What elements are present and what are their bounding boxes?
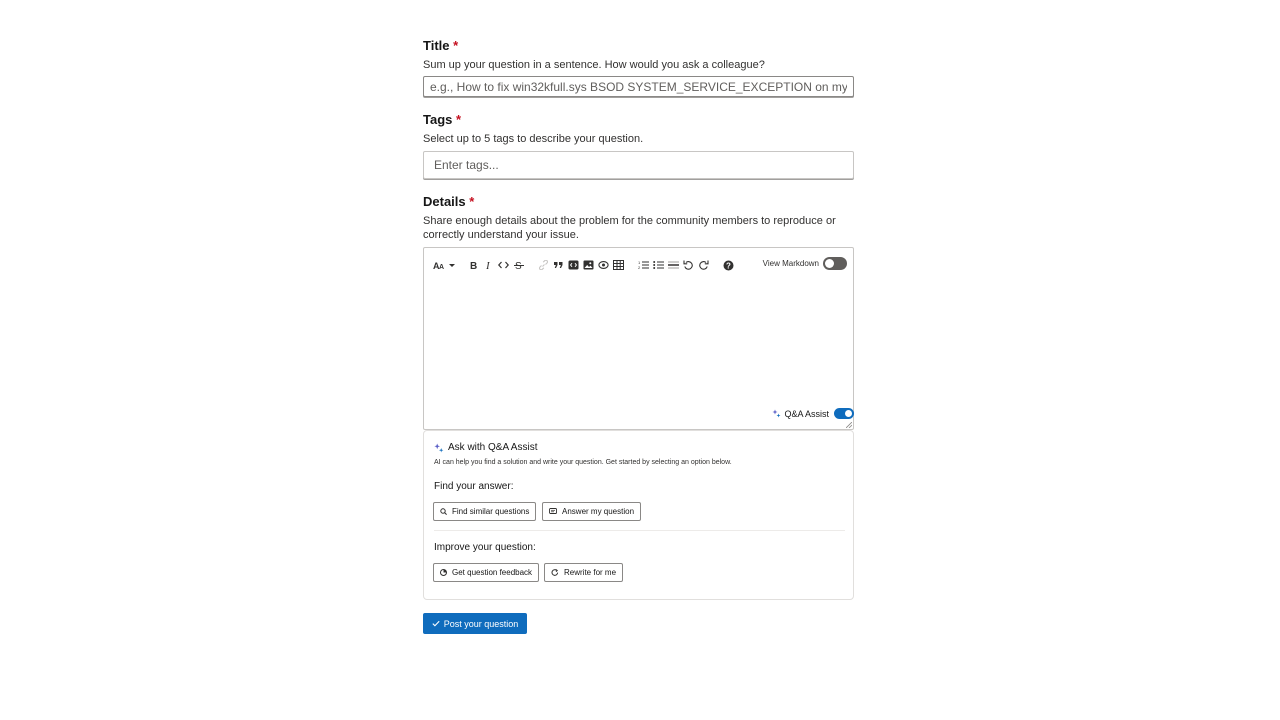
search-icon	[440, 508, 447, 515]
qa-assist-toggle-row	[772, 408, 854, 419]
svg-text:I: I	[486, 260, 490, 270]
answer-my-question-label: Answer my question	[562, 507, 635, 516]
title-help: Sum up your question in a sentence. How would you ask a colleague?	[423, 59, 765, 71]
svg-text:1: 1	[638, 260, 641, 265]
svg-text:A: A	[433, 261, 440, 270]
image-icon[interactable]	[581, 256, 596, 274]
code-block-icon[interactable]	[566, 256, 581, 274]
post-question-label: Post your question	[443, 618, 519, 629]
table-icon[interactable]	[611, 256, 626, 274]
text-size-icon[interactable]	[432, 256, 456, 274]
svg-text:?: ?	[726, 261, 731, 270]
details-help: Share enough details about the problem for the community members to reproduce or correctly understand your issue.	[423, 215, 836, 241]
sparkle-icon	[772, 409, 781, 418]
required-mark: *	[456, 112, 462, 127]
assist-card-header	[434, 442, 537, 453]
horizontal-rule-icon[interactable]	[666, 256, 681, 274]
svg-text:2: 2	[638, 265, 641, 270]
code-icon[interactable]	[496, 256, 511, 274]
bold-icon[interactable]	[466, 256, 481, 274]
qa-assist-card	[423, 430, 854, 600]
embed-icon[interactable]	[596, 256, 611, 274]
feedback-icon	[440, 569, 447, 576]
assist-card-divider	[434, 530, 845, 531]
get-question-feedback-button[interactable]	[433, 563, 539, 582]
view-markdown-label: View Markdown	[762, 259, 819, 268]
help-icon[interactable]	[721, 256, 736, 274]
assist-card-subtitle: AI can help you find a solution and write your question. Get started by selecting an option below.	[434, 459, 732, 466]
strikethrough-icon[interactable]	[511, 256, 526, 274]
italic-icon[interactable]	[481, 256, 496, 274]
ordered-list-icon[interactable]	[636, 256, 651, 274]
resize-handle-icon[interactable]	[846, 422, 852, 428]
chat-icon	[549, 508, 557, 515]
svg-text:A: A	[439, 264, 445, 270]
title-input[interactable]	[423, 76, 854, 97]
title-label: Title *	[423, 38, 459, 53]
qa-assist-toggle[interactable]	[834, 408, 854, 419]
get-question-feedback-label: Get question feedback	[452, 568, 533, 577]
qa-assist-label: Q&A Assist	[784, 408, 829, 419]
post-question-button[interactable]	[423, 613, 527, 634]
tags-help: Select up to 5 tags to describe your question.	[423, 133, 644, 145]
undo-icon[interactable]	[681, 256, 696, 274]
tags-label: Tags *	[423, 112, 462, 127]
answer-my-question-button[interactable]	[542, 502, 641, 521]
view-markdown-toggle[interactable]	[823, 257, 847, 270]
svg-text:B: B	[470, 261, 478, 270]
find-similar-questions-label: Find similar questions	[452, 507, 530, 516]
bullet-list-icon[interactable]	[651, 256, 666, 274]
sparkle-icon	[434, 443, 444, 453]
link-icon[interactable]	[536, 256, 551, 274]
quote-icon[interactable]	[551, 256, 566, 274]
checkmark-icon	[432, 620, 440, 627]
required-mark: *	[469, 194, 475, 209]
assist-card-title: Ask with Q&A Assist	[448, 442, 538, 453]
rewrite-for-me-button[interactable]	[544, 563, 623, 582]
svg-text:S: S	[514, 261, 522, 270]
required-mark: *	[453, 38, 459, 53]
refresh-icon	[551, 569, 559, 577]
details-label: Details *	[423, 194, 475, 209]
tags-input[interactable]	[423, 151, 854, 179]
details-editor[interactable]	[423, 247, 854, 430]
find-similar-questions-button[interactable]	[433, 502, 536, 521]
find-answer-title: Find your answer:	[434, 481, 514, 492]
ask-question-form	[423, 38, 854, 629]
rewrite-for-me-label: Rewrite for me	[564, 568, 617, 577]
improve-question-title: Improve your question:	[434, 542, 536, 553]
redo-icon[interactable]	[696, 256, 711, 274]
